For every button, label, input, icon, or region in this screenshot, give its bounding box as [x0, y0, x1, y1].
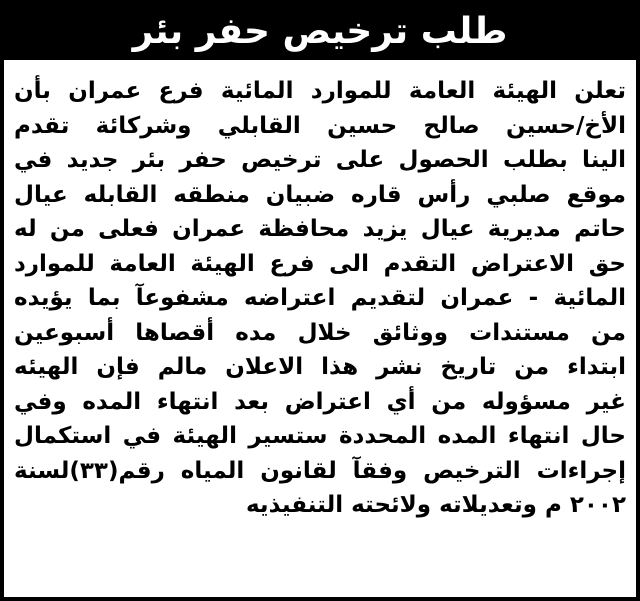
- notice-title: طلب ترخيص حفر بئر: [4, 4, 636, 60]
- body-line: إجراءات الترخيص وفقآ لقانون المياه رقم(٣٣)لسنة: [14, 457, 626, 484]
- body-line: حاتم مديرية عيال يزيد محافظة عمران فعلى من له: [14, 216, 626, 242]
- body-line: تعلن الهيئة العامة للموارد المائية فرع عمران بأن: [14, 78, 626, 104]
- body-line: المائية - عمران لتقديم اعتراضه مشفوعآ بما يؤيده: [14, 285, 626, 311]
- body-line: موقع صلبي رأس قاره ضبيان منطقه القابله عيال: [14, 181, 626, 208]
- notice-body: [14, 74, 626, 523]
- body-line: غير مسؤوله من أي اعتراض بعد انتهاء المده وفي: [14, 388, 626, 415]
- body-line: حال انتهاء المده المحددة ستسير الهيئة في استكمال: [14, 423, 626, 449]
- body-line: ابتداء من تاريخ نشر هذا الاعلان مالم فإن الهيئه: [14, 354, 626, 380]
- body-line: الينا بطلب الحصول على ترخيص حفر بئر جديد في: [14, 147, 626, 173]
- body-line: حق الاعتراض التقدم الى فرع الهيئة العامة للموارد: [14, 250, 626, 277]
- body-line: الأخ/حسين صالح حسين القابلي وشركائة تقدم: [14, 112, 626, 139]
- body-line: من مستندات ووثائق خلال مده أقصاها أسبوعين: [14, 319, 626, 346]
- body-line-last: ٢٠٠٢ م وتعديلاته ولائحته التنفيذيه: [245, 492, 626, 518]
